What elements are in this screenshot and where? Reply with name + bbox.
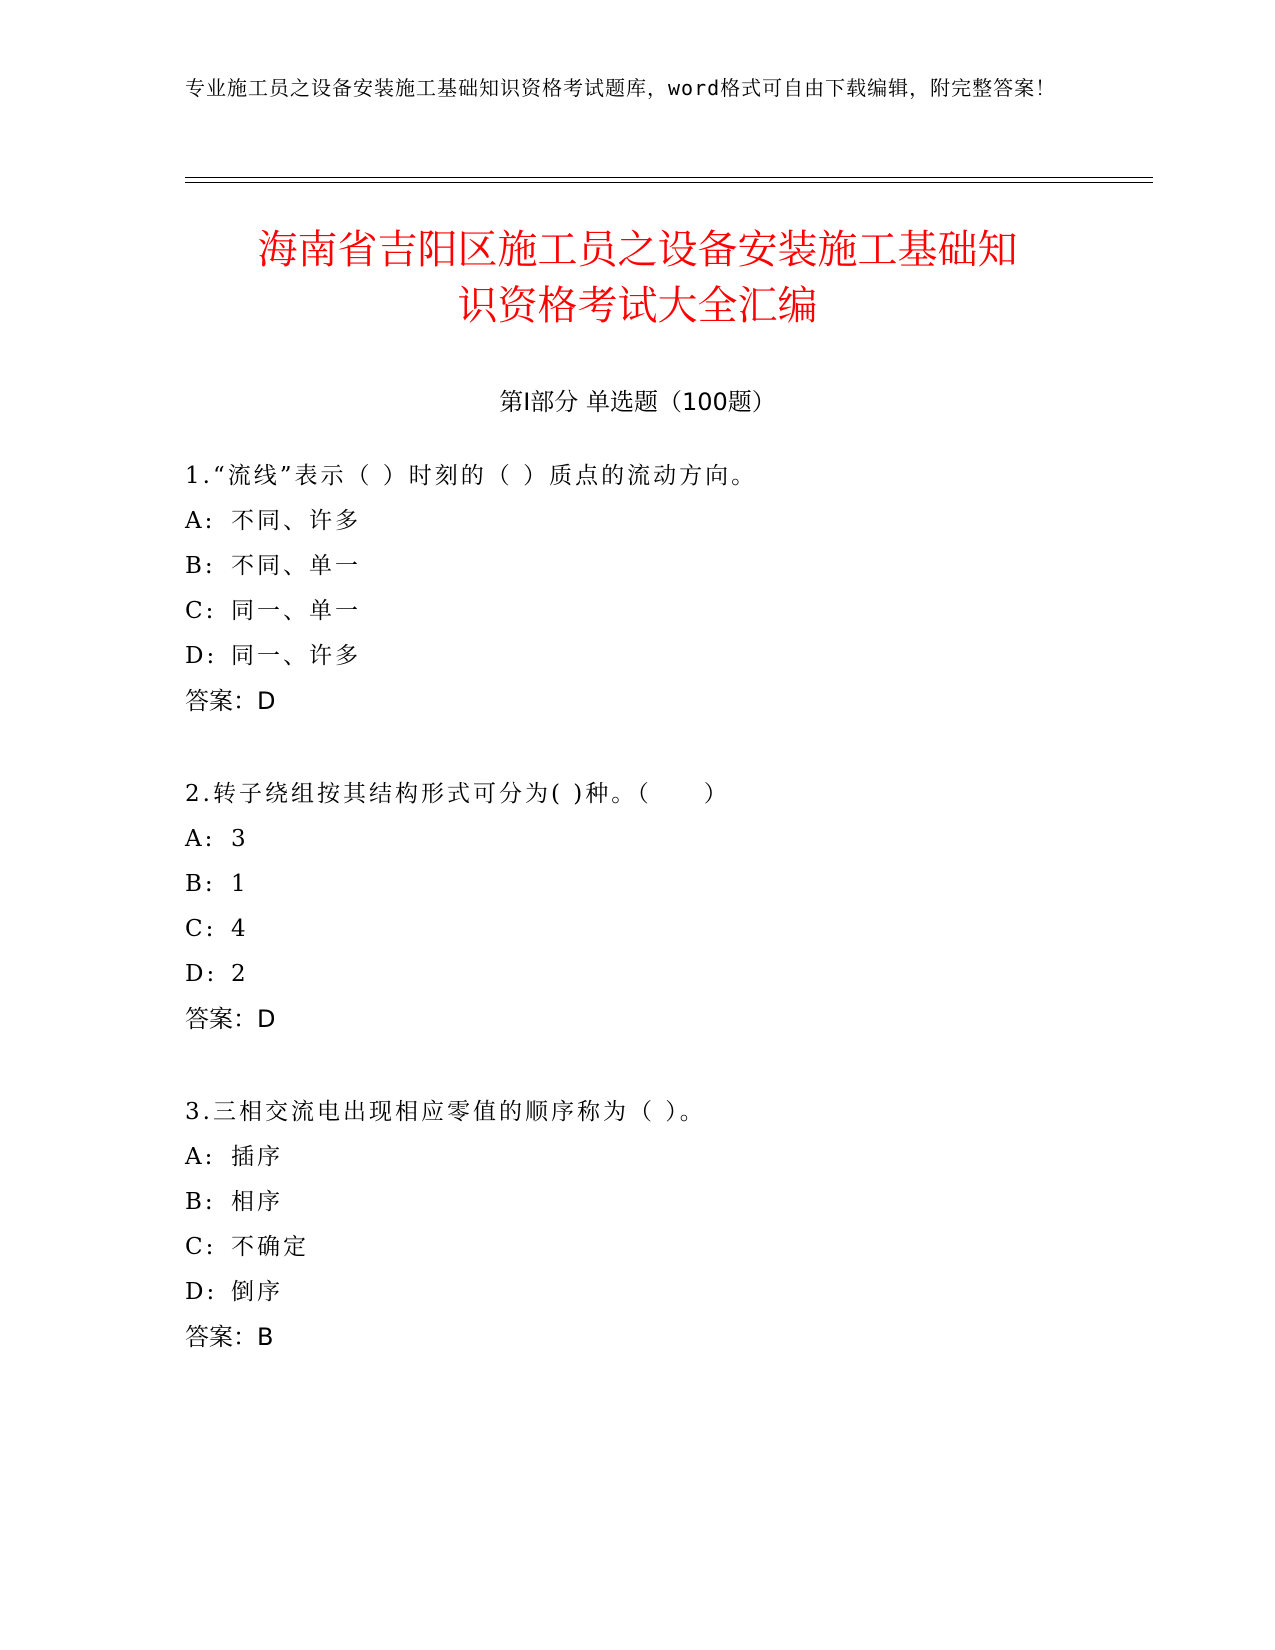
option-letter: B: <box>185 871 216 897</box>
option-letter: C: <box>185 1234 217 1260</box>
option-letter: A: <box>185 1144 216 1170</box>
option-letter: A: <box>185 508 216 534</box>
answer-line: 答案：D <box>185 1005 276 1033</box>
option-letter: D: <box>185 961 218 987</box>
option-text: 2 <box>231 961 249 987</box>
option-b <box>185 1180 1145 1225</box>
question-stem: 1.“流线”表示（ ）时刻的（ ）质点的流动方向。 <box>185 463 758 489</box>
option-text: 相序 <box>231 1189 283 1215</box>
header-divider-bottom <box>185 182 1153 183</box>
option-a <box>185 1135 1145 1180</box>
option-d <box>185 634 1145 679</box>
option-c <box>185 589 1145 634</box>
question-stem: 2.转子绕组按其结构形式可分为( )种。（ ） <box>185 781 730 807</box>
question-stem: 3.三相交流电出现相应零值的顺序称为（ ）。 <box>185 1099 706 1125</box>
option-text: 倒序 <box>231 1279 283 1305</box>
option-b <box>185 862 1145 907</box>
question-1 <box>185 454 1145 724</box>
option-text: 1 <box>231 871 249 897</box>
answer-line: 答案：B <box>185 1323 274 1351</box>
option-a <box>185 499 1145 544</box>
option-letter: B: <box>185 1189 216 1215</box>
option-text: 插序 <box>231 1144 283 1170</box>
option-letter: C: <box>185 598 217 624</box>
option-c <box>185 907 1145 952</box>
option-a <box>185 817 1145 862</box>
question-2 <box>185 772 1145 1042</box>
option-letter: D: <box>185 1279 218 1305</box>
option-d <box>185 952 1145 997</box>
option-letter: D: <box>185 643 218 669</box>
section-heading: 第Ⅰ部分 单选题（100题） <box>499 388 776 416</box>
document-title <box>120 222 1155 334</box>
option-letter: C: <box>185 916 217 942</box>
option-text: 3 <box>231 826 249 852</box>
option-text: 同一、单一 <box>231 598 361 624</box>
option-text: 不同、许多 <box>231 508 361 534</box>
header-note: 专业施工员之设备安装施工基础知识资格考试题库，word格式可自由下载编辑，附完整答案！ <box>185 76 1057 100</box>
option-d <box>185 1270 1145 1315</box>
option-c <box>185 1225 1145 1270</box>
option-b <box>185 544 1145 589</box>
option-letter: B: <box>185 553 216 579</box>
option-text: 不同、单一 <box>231 553 361 579</box>
title-line-1: 海南省吉阳区施工员之设备安装施工基础知 <box>257 227 1018 273</box>
title-line-2: 识资格考试大全汇编 <box>457 283 818 329</box>
header-divider-top <box>185 177 1153 178</box>
option-letter: A: <box>185 826 216 852</box>
option-text: 同一、许多 <box>231 643 361 669</box>
option-text: 不确定 <box>231 1234 309 1260</box>
answer-line: 答案：D <box>185 687 276 715</box>
option-text: 4 <box>231 916 249 942</box>
question-3 <box>185 1090 1145 1360</box>
